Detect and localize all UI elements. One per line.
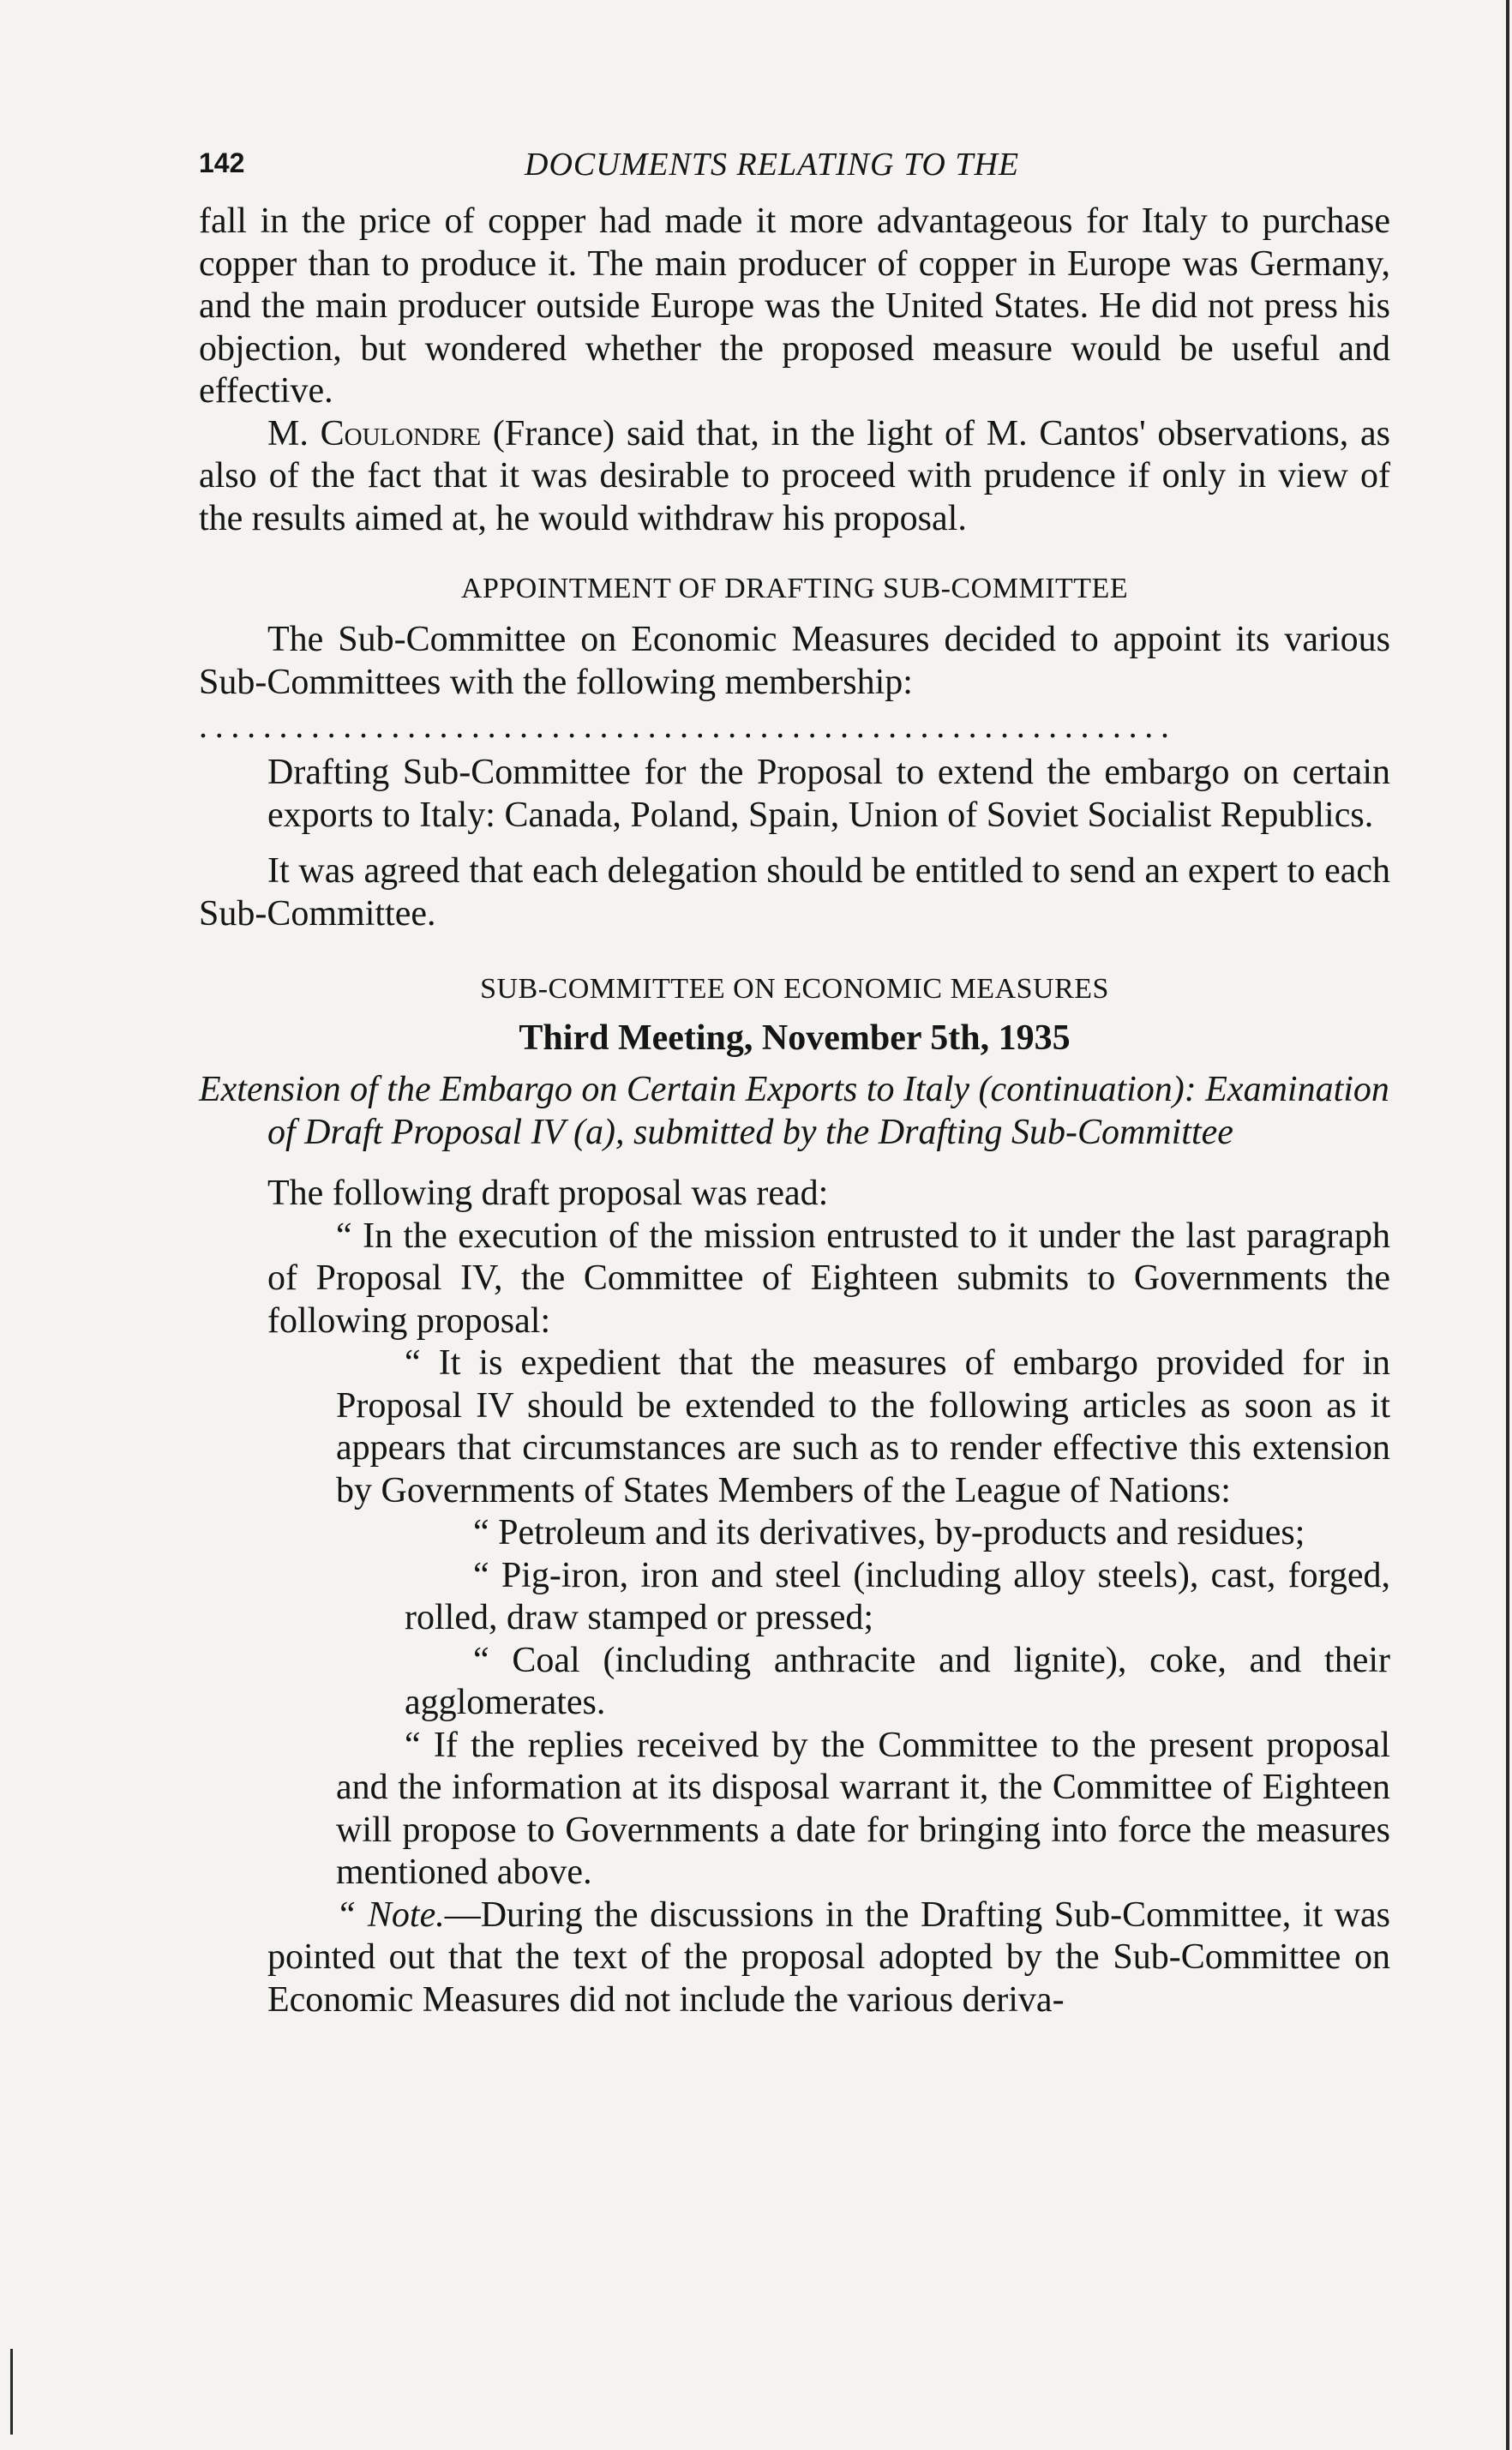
- scan-artifact-mark: [10, 2349, 13, 2435]
- item-pig-iron: “ Pig-iron, iron and steel (including alloy steels), cast, forged, rolled, draw stamped or pressed;: [405, 1555, 1390, 1637]
- document-page: [199, 146, 1390, 2021]
- paragraph-appoint: The Sub-Committee on Economic Measures decided to appoint its various Sub-Committees with the following membership:: [199, 620, 1390, 702]
- page-number: 142: [199, 147, 245, 178]
- paragraph-read: The following draft proposal was read:: [267, 1174, 829, 1213]
- ellipsis-divider: .............................................................: [199, 709, 1177, 743]
- running-title: DOCUMENTS RELATING TO THE: [525, 147, 1020, 183]
- note-text: —During the discussions in the Drafting Sub-Committee, it was pointed out that the text of the proposal adopted by the Sub-Committee on Economic Measures did not include the various deriva-: [267, 1895, 1391, 2020]
- item-coal: “ Coal (including anthracite and lignite), coke, and their agglomerates.: [405, 1640, 1390, 1722]
- speaker-name: M. Coulondre: [267, 413, 482, 453]
- quote-expedient: “ It is expedient that the measures of embargo provided for in Proposal IV should be extended to the following articles as soon as it appears that circumstances are such as to render effective this extension by Governments of States Members of the League of Nations:: [336, 1343, 1390, 1510]
- paragraph-drafting: Drafting Sub-Committee for the Proposal to extend the embargo on certain exports to Italy: Canada, Poland, Spain, Union of Soviet Socialist Republics.: [267, 753, 1390, 835]
- binding-edge-line: [1506, 0, 1509, 2450]
- item-petroleum: “ Petroleum and its derivatives, by-products and residues;: [473, 1513, 1305, 1552]
- heading-meeting: Third Meeting, November 5th, 1935: [519, 1018, 1071, 1058]
- heading-subcommittee: SUB-COMMITTEE ON ECONOMIC MEASURES: [480, 973, 1109, 1005]
- note-paragraph: [199, 1895, 1390, 2022]
- paragraph-continued: fall in the price of copper had made it more advantageous for Italy to purchase copper than to produce it. The main producer of copper in Europe was Germany, and the main producer outside Europe was the United States. He did not press his objection, but wondered whether the proposed measure would be useful and effective.: [199, 201, 1390, 411]
- heading-appointment: APPOINTMENT OF DRAFTING SUB-COMMITTEE: [460, 573, 1129, 604]
- quote-execution: “ In the execution of the mission entrusted to it under the last paragraph of Proposal IV, the Committee of Eighteen submits to Governments the following proposal:: [267, 1216, 1390, 1341]
- paragraph-agreed: It was agreed that each delegation should be entitled to send an expert to each Sub-Committee.: [199, 851, 1390, 934]
- quote-replies: “ If the replies received by the Committee to the present proposal and the information at its disposal warrant it, the Committee of Eighteen will propose to Governments a date for bringing into force the measures mentioned above.: [336, 1725, 1390, 1892]
- paragraph-coulondre: [199, 413, 1390, 541]
- page-header: [199, 146, 1390, 189]
- note-label: “ Note.: [336, 1895, 445, 1935]
- coulondre-statement: (France) said that, in the light of M. Cantos' observations, as also of the fact that it was desirable to proceed with prudence if only in view of the results aimed at, he would withdraw his proposal.: [199, 413, 1390, 538]
- topic-line: Extension of the Embargo on Certain Exports to Italy (continuation): Examination of Draft Proposal IV (a), submitted by the Drafting Sub-Committee: [199, 1070, 1389, 1152]
